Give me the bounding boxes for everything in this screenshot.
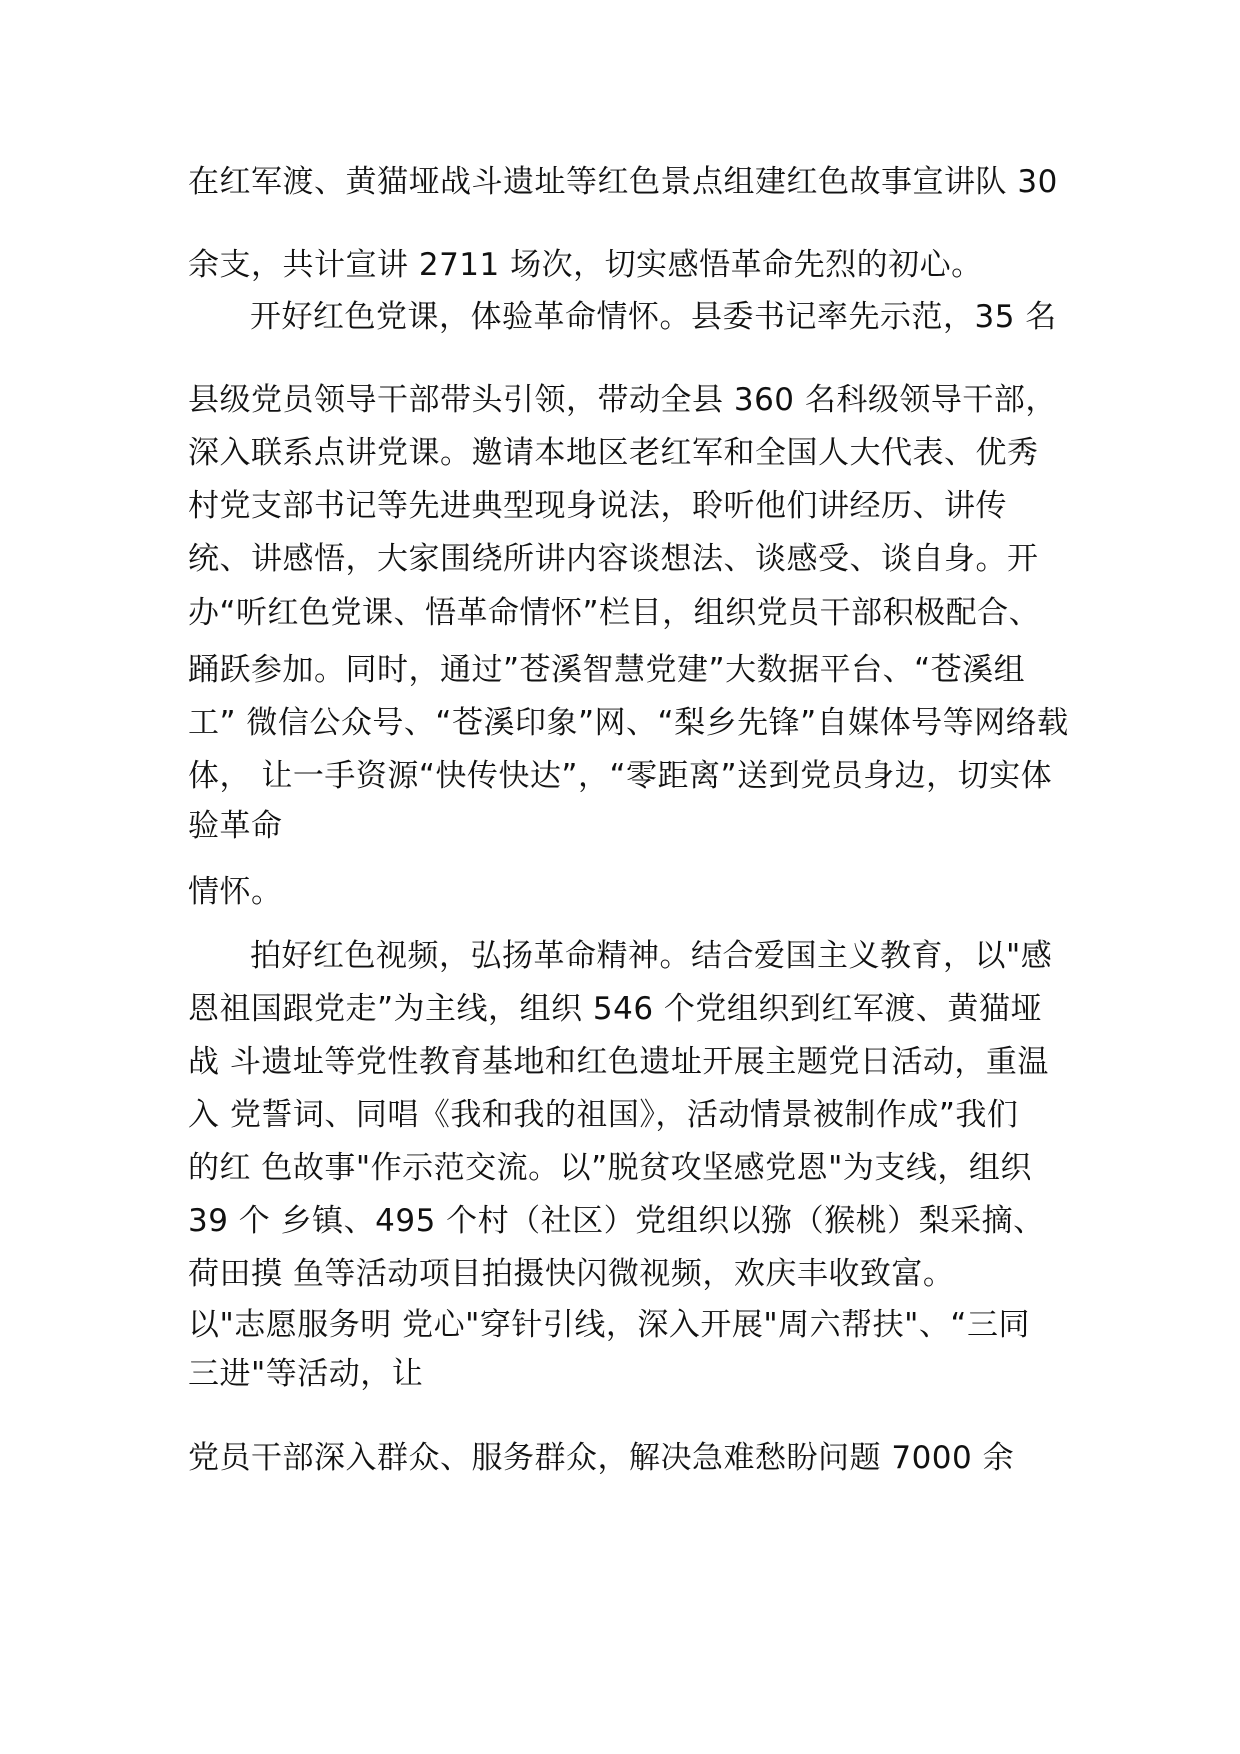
text-line: 余支，共计宣讲 2711 场次，切实感悟革命先烈的初心。 [188,247,983,283]
text-line: 踊跃参加。同时，通过”苍溪智慧党建”大数据平台、“苍溪组 [188,652,1026,688]
text-line: 的红 色故事"作示范交流。以”脱贫攻坚感党恩"为支线，组织 [188,1150,1032,1186]
text-line: 入 党誓词、同唱《我和我的祖国》，活动情景被制作成”我们 [188,1097,1019,1133]
text-line: 统、讲感悟，大家围绕所讲内容谈想法、谈感受、谈自身。开 [188,541,1039,577]
text-line: 恩祖国跟党走”为主线，组织 546 个党组织到红军渡、黄猫垭 [188,991,1042,1027]
text-line: 以"志愿服务明 党心"穿针引线，深入开展"周六帮扶"、“三同 [188,1307,1030,1343]
text-line: 党员干部深入群众、服务群众，解决急难愁盼问题 7000 余 [188,1440,1015,1476]
text-line: 战 斗遗址等党性教育基地和红色遗址开展主题党日活动，重温 [188,1044,1049,1080]
text-line: 在红军渡、黄猫垭战斗遗址等红色景点组建红色故事宣讲队 30 [188,164,1058,200]
text-line: 办“听红色党课、悟革命情怀”栏目，组织党员干部积极配合、 [188,595,1041,631]
paragraph-start-line: 拍好红色视频，弘扬革命精神。结合爱国主义教育，以"感 [250,938,1053,974]
text-line: 村党支部书记等先进典型现身说法，聆听他们讲经历、讲传 [188,488,1007,524]
paragraph-start-line: 开好红色党课，体验革命情怀。县委书记率先示范，35 名 [250,299,1057,335]
text-line: 39 个 乡镇、495 个村（社区）党组织以猕（猴桃）梨采摘、 [188,1203,1045,1239]
text-line: 工” 微信公众号、“苍溪印象”网、“梨乡先锋”自媒体号等网络载 [188,705,1069,741]
text-line: 三进"等活动，让 [188,1356,424,1392]
text-line: 情怀。 [188,874,283,910]
text-line: 深入联系点讲党课。邀请本地区老红军和全国人大代表、优秀 [188,435,1039,471]
text-line: 体， 让一手资源“快传快达”，“零距离”送到党员身边，切实体 [188,758,1053,794]
text-line: 验革命 [188,808,283,844]
text-line: 县级党员领导干部带头引领，带动全县 360 名科级领导干部， [188,382,1057,418]
text-line: 荷田摸 鱼等活动项目拍摄快闪微视频，欢庆丰收致富。 [188,1256,955,1292]
